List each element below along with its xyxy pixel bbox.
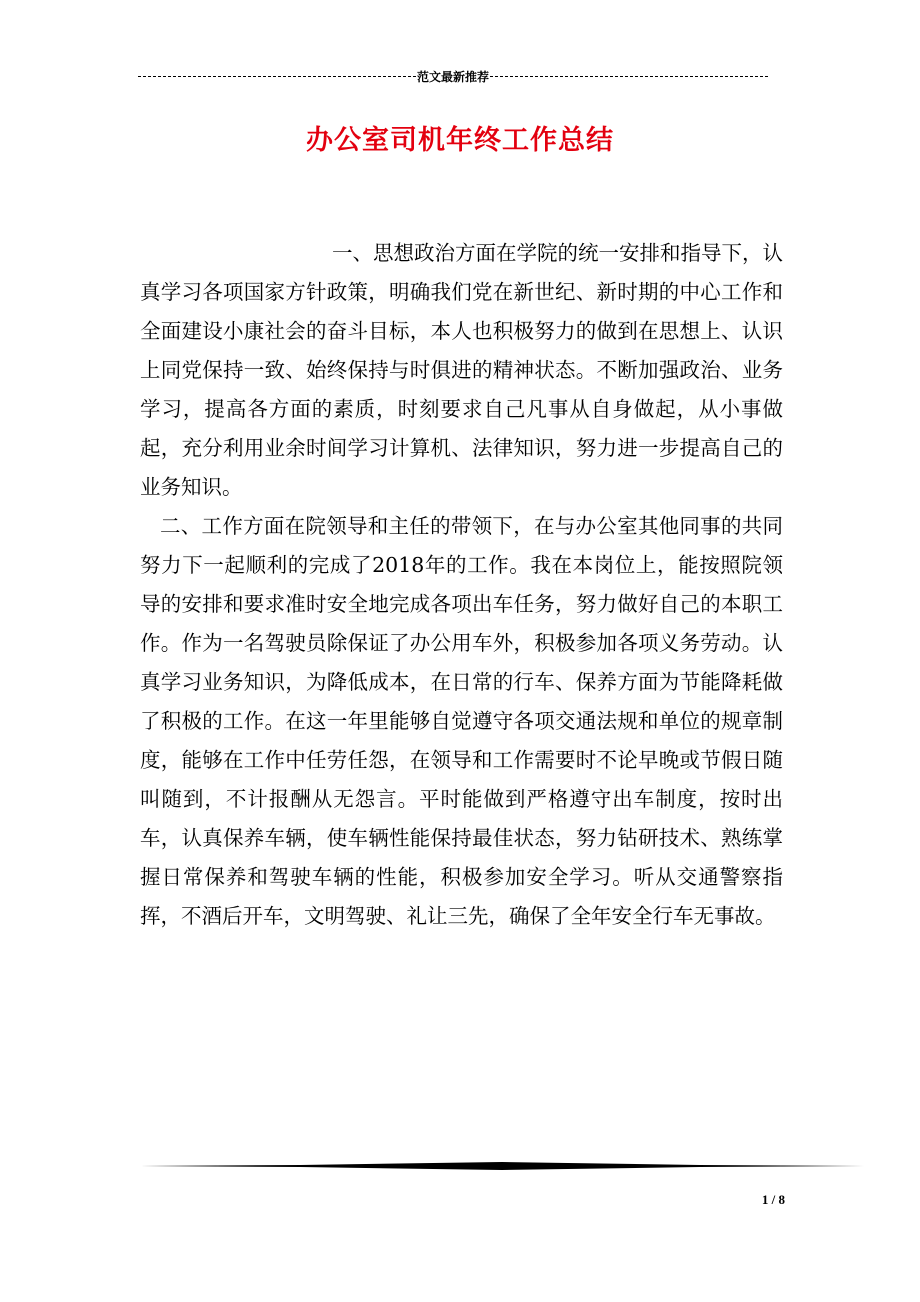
paragraph-2: 二、工作方面在院领导和主任的带领下，在与办公室其他同事的共同努力下一起顺利的完成了2018年的工作。我在本岗位上，能按照院领导的安排和要求准时安全地完成各项出车任务，努力做好自己的本职工作。作为一名驾驶员除保证了办公用车外，积极参加各项义务劳动。认真学习业务知识，为降低成本，在日常的行车、保养方面为节能降耗做了积极的工作。在这一年里能够自觉遵守各项交通法规和单位的规章制度，能够在工作中任劳任怨，在领导和工作需要时不论早晚或节假日随叫随到，不计报酬从无怨言。平时能做到严格遵守出车制度，按时出车，认真保养车辆，使车辆性能保持最佳状态，努力钻研技术、熟练掌握日常保养和驾驶车辆的性能，积极参加安全学习。听从交通警察指挥，不酒后开车，文明驾驶、礼让三先，确保了全年安全行车无事故。 bbox=[140, 514, 783, 928]
page-header bbox=[138, 66, 768, 86]
header-dash-right bbox=[490, 76, 768, 77]
header-label: 范文最新推荐 bbox=[417, 69, 490, 84]
document-body bbox=[140, 234, 783, 936]
header-dash-left bbox=[138, 76, 416, 77]
page-number: 1 / 8 bbox=[761, 1192, 785, 1207]
paragraph-1: 一、思想政治方面在学院的统一安排和指导下，认真学习各项国家方针政策，明确我们党在新世纪、新时期的中心工作和全面建设小康社会的奋斗目标，本人也积极努力的做到在思想上、认识上同党保持一致、始终保持与时俱进的精神状态。不断加强政治、业务学习，提高各方面的素质，时刻要求自己凡事从自身做起，从小事做起，充分利用业余时间学习计算机、法律知识，努力进一步提高自己的业务知识。 bbox=[140, 241, 783, 499]
document-title: 办公室司机年终工作总结 bbox=[306, 125, 614, 156]
footer-rule bbox=[140, 1160, 864, 1172]
